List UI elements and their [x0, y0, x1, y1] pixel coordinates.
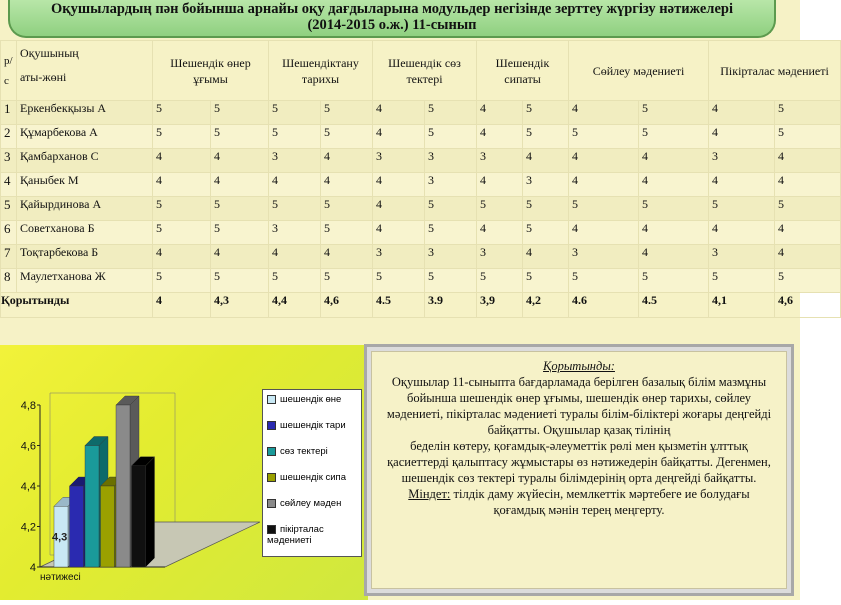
row-index: 3: [1, 149, 17, 173]
chart-plot: [0, 345, 262, 600]
legend-item: [267, 394, 361, 414]
score-cell: 4: [373, 101, 425, 125]
y-tick-label: 4,4: [20, 481, 36, 493]
total-cell: 4: [153, 293, 211, 318]
score-cell: 4: [709, 173, 775, 197]
score-cell: 5: [477, 197, 523, 221]
bar: [101, 486, 115, 567]
score-cell: 5: [269, 269, 321, 293]
y-tick-label: 4,2: [20, 521, 36, 534]
score-cell: 4: [775, 173, 841, 197]
score-cell: 3: [269, 221, 321, 245]
total-cell: 4.5: [373, 293, 425, 318]
legend-label: сөйлеу мәден: [280, 498, 342, 509]
bar: [70, 486, 84, 567]
total-cell: 4,1: [709, 293, 775, 318]
score-cell: 4: [269, 245, 321, 269]
score-cell: 4: [569, 173, 639, 197]
col-header: Пікірталас мәдениеті: [709, 41, 841, 101]
legend-swatch: [267, 499, 276, 508]
table-row: [1, 125, 841, 149]
score-cell: 5: [775, 101, 841, 125]
score-cell: 5: [425, 269, 477, 293]
legend-item: [267, 446, 361, 466]
score-cell: 5: [477, 269, 523, 293]
legend-swatch: [267, 395, 276, 404]
score-cell: 4: [523, 149, 569, 173]
conclusion-text: [371, 351, 787, 589]
score-cell: 5: [153, 269, 211, 293]
table-row: [1, 221, 841, 245]
col-header: Сөйлеу мәдениеті: [569, 41, 709, 101]
table-row: [1, 197, 841, 221]
score-cell: 4: [569, 221, 639, 245]
task-text: тілдік даму жүйесін, мемлкеттік мәртебеге ие болудағы: [450, 487, 750, 501]
score-cell: 4: [211, 173, 269, 197]
row-index: 8: [1, 269, 17, 293]
score-cell: 4: [477, 101, 523, 125]
bar: [132, 466, 146, 567]
total-label: Қорытынды: [1, 293, 153, 318]
score-cell: 3: [709, 149, 775, 173]
student-name: Қайырдинова А: [17, 197, 153, 221]
score-cell: 5: [639, 197, 709, 221]
score-cell: 4: [775, 221, 841, 245]
total-cell: 4,2: [523, 293, 569, 318]
score-cell: 5: [523, 269, 569, 293]
table-row: [1, 101, 841, 125]
name-header-line1: Оқушының: [20, 46, 79, 60]
score-cell: 4: [639, 221, 709, 245]
row-index: 7: [1, 245, 17, 269]
chart-legend: [262, 389, 362, 557]
score-cell: 5: [153, 101, 211, 125]
legend-item: [267, 420, 361, 440]
score-cell: 5: [425, 221, 477, 245]
student-name: Советханова Б: [17, 221, 153, 245]
student-name: Маулетханова Ж: [17, 269, 153, 293]
table-row: [1, 149, 841, 173]
score-cell: 5: [321, 197, 373, 221]
name-header-line2: аты-жөні: [20, 70, 67, 84]
total-cell: 4.6: [569, 293, 639, 318]
table-body: [1, 101, 841, 293]
score-cell: 4: [321, 149, 373, 173]
score-cell: 5: [569, 197, 639, 221]
score-cell: 3: [477, 149, 523, 173]
score-cell: 4: [211, 245, 269, 269]
idx-header: р/с: [1, 41, 17, 101]
score-cell: 5: [269, 125, 321, 149]
score-cell: 4: [523, 245, 569, 269]
score-cell: 4: [153, 173, 211, 197]
score-cell: 4: [477, 125, 523, 149]
score-cell: 3: [373, 149, 425, 173]
student-name: Тоқтарбекова Б: [17, 245, 153, 269]
score-cell: 5: [775, 269, 841, 293]
score-cell: 4: [569, 149, 639, 173]
score-cell: 4: [775, 245, 841, 269]
score-cell: 4: [639, 173, 709, 197]
score-cell: 5: [425, 197, 477, 221]
row-index: 6: [1, 221, 17, 245]
score-cell: 3: [425, 173, 477, 197]
total-cell: 4,4: [269, 293, 321, 318]
score-cell: 5: [321, 269, 373, 293]
score-cell: 5: [373, 269, 425, 293]
score-cell: 5: [709, 197, 775, 221]
score-cell: 3: [709, 245, 775, 269]
score-cell: 3: [569, 245, 639, 269]
row-index: 2: [1, 125, 17, 149]
student-name: Құмарбекова А: [17, 125, 153, 149]
legend-item: [267, 472, 361, 492]
legend-item: [267, 498, 361, 518]
score-cell: 5: [269, 197, 321, 221]
total-cell: 3.9: [425, 293, 477, 318]
score-cell: 4: [373, 221, 425, 245]
slide-title: Оқушылардың пән бойынша арнайы оқу дағдыларына модульдер негізінде зерттеу жүргізу нәтижелері (2014-2015 о.ж.) 11-сынып: [8, 0, 776, 38]
score-cell: 5: [425, 125, 477, 149]
legend-swatch: [267, 525, 276, 534]
score-cell: 4: [775, 149, 841, 173]
score-cell: 3: [477, 245, 523, 269]
legend-label: сөз тектері: [280, 446, 328, 457]
total-cell: 4,6: [321, 293, 373, 318]
score-cell: 4: [709, 125, 775, 149]
total-row: [1, 293, 841, 318]
score-cell: 5: [153, 125, 211, 149]
bar-chart: [0, 345, 368, 600]
score-cell: 4: [639, 149, 709, 173]
score-cell: 4: [639, 245, 709, 269]
score-cell: 5: [211, 269, 269, 293]
score-cell: 5: [639, 101, 709, 125]
conclusion-panel: [364, 344, 794, 596]
score-cell: 5: [523, 125, 569, 149]
student-name: Қаныбек М: [17, 173, 153, 197]
score-cell: 5: [775, 197, 841, 221]
score-cell: 5: [321, 125, 373, 149]
row-index: 1: [1, 101, 17, 125]
y-tick-label: 4: [29, 562, 36, 574]
score-cell: 5: [425, 101, 477, 125]
score-cell: 3: [373, 245, 425, 269]
bar: [85, 446, 99, 568]
score-cell: 3: [425, 149, 477, 173]
score-cell: 4: [373, 197, 425, 221]
score-cell: 4: [477, 173, 523, 197]
score-cell: 4: [153, 245, 211, 269]
name-header: [17, 41, 153, 101]
conclusion-heading: Қорытынды:: [543, 359, 615, 373]
legend-swatch: [267, 421, 276, 430]
score-cell: 5: [211, 125, 269, 149]
score-cell: 3: [269, 149, 321, 173]
legend-item: [267, 524, 361, 544]
score-cell: 5: [523, 101, 569, 125]
legend-swatch: [267, 447, 276, 456]
score-cell: 4: [373, 173, 425, 197]
legend-label: шешендік сипа: [280, 472, 346, 483]
legend-label: шешендік тари: [280, 420, 346, 431]
score-cell: 5: [775, 125, 841, 149]
score-cell: 5: [211, 221, 269, 245]
col-header: Шешендік сипаты: [477, 41, 569, 101]
total-cell: 4,3: [211, 293, 269, 318]
score-cell: 4: [321, 173, 373, 197]
col-header: Шешендік сөз тектері: [373, 41, 477, 101]
score-cell: 3: [523, 173, 569, 197]
legend-label: пікірталас мәдениеті: [267, 524, 324, 546]
legend-swatch: [267, 473, 276, 482]
score-cell: 3: [425, 245, 477, 269]
score-cell: 5: [569, 269, 639, 293]
table-row: [1, 269, 841, 293]
score-cell: 4: [153, 149, 211, 173]
total-cell: 4,6: [775, 293, 841, 318]
task-label: Міндет:: [408, 487, 451, 501]
results-table: [0, 40, 841, 318]
score-cell: 4: [211, 149, 269, 173]
conclusion-task: [380, 486, 778, 502]
y-tick-label: 4,6: [20, 440, 36, 453]
score-cell: 4: [477, 221, 523, 245]
conclusion-body-2: беделін көтеру, қоғамдық-әлеуметтік рөлі мен қызметін ұлттық қасиеттерді қалыптасу жұмыстары өз нәтижедерін байқатты. Дегенмен, шешендік сөз тектері туралы білімдерінің орта деңгейді байқатты.: [387, 439, 771, 485]
score-cell: 5: [269, 101, 321, 125]
row-index: 4: [1, 173, 17, 197]
x-axis-label: нәтижесі: [40, 572, 81, 583]
score-cell: 5: [321, 101, 373, 125]
score-cell: 4: [269, 173, 321, 197]
student-name: Қамбарханов С: [17, 149, 153, 173]
score-cell: 5: [321, 221, 373, 245]
score-cell: 5: [709, 269, 775, 293]
table-header-row: [1, 41, 841, 101]
row-index: 5: [1, 197, 17, 221]
score-cell: 5: [569, 125, 639, 149]
student-name: Еркенбекқызы А: [17, 101, 153, 125]
score-cell: 5: [639, 269, 709, 293]
bar-side: [146, 457, 155, 567]
legend-label: шешендік өне: [280, 394, 342, 405]
bar: [116, 405, 130, 567]
conclusion-task-2: қоғамдық мәнін терең меңгерту.: [493, 503, 665, 517]
total-cell: 4.5: [639, 293, 709, 318]
score-cell: 5: [153, 221, 211, 245]
score-cell: 4: [709, 101, 775, 125]
col-header: Шешендіктану тарихы: [269, 41, 373, 101]
score-cell: 4: [321, 245, 373, 269]
total-cell: 3,9: [477, 293, 523, 318]
score-cell: 5: [211, 101, 269, 125]
col-header: Шешендік өнер ұғымы: [153, 41, 269, 101]
score-cell: 5: [523, 197, 569, 221]
y-tick-label: 4,8: [20, 400, 36, 412]
score-cell: 5: [153, 197, 211, 221]
score-cell: 4: [373, 125, 425, 149]
conclusion-body-1: Оқушылар 11-сыныпта бағдарламада берілген базалық білім мазмұны бойынша шешендік өнер ұғымы, шешендік өнер тарихы, сөйлеу мәдениеті, пікірталас мәдениеті туралы білім-біліктері жоғары деңгейді байқатты. Оқушылар қазақ тілінің: [386, 375, 772, 437]
score-cell: 4: [709, 221, 775, 245]
data-label: 4,3: [52, 531, 68, 544]
score-cell: 5: [211, 197, 269, 221]
score-cell: 4: [569, 101, 639, 125]
score-cell: 5: [523, 221, 569, 245]
table-row: [1, 173, 841, 197]
table-row: [1, 245, 841, 269]
score-cell: 5: [639, 125, 709, 149]
